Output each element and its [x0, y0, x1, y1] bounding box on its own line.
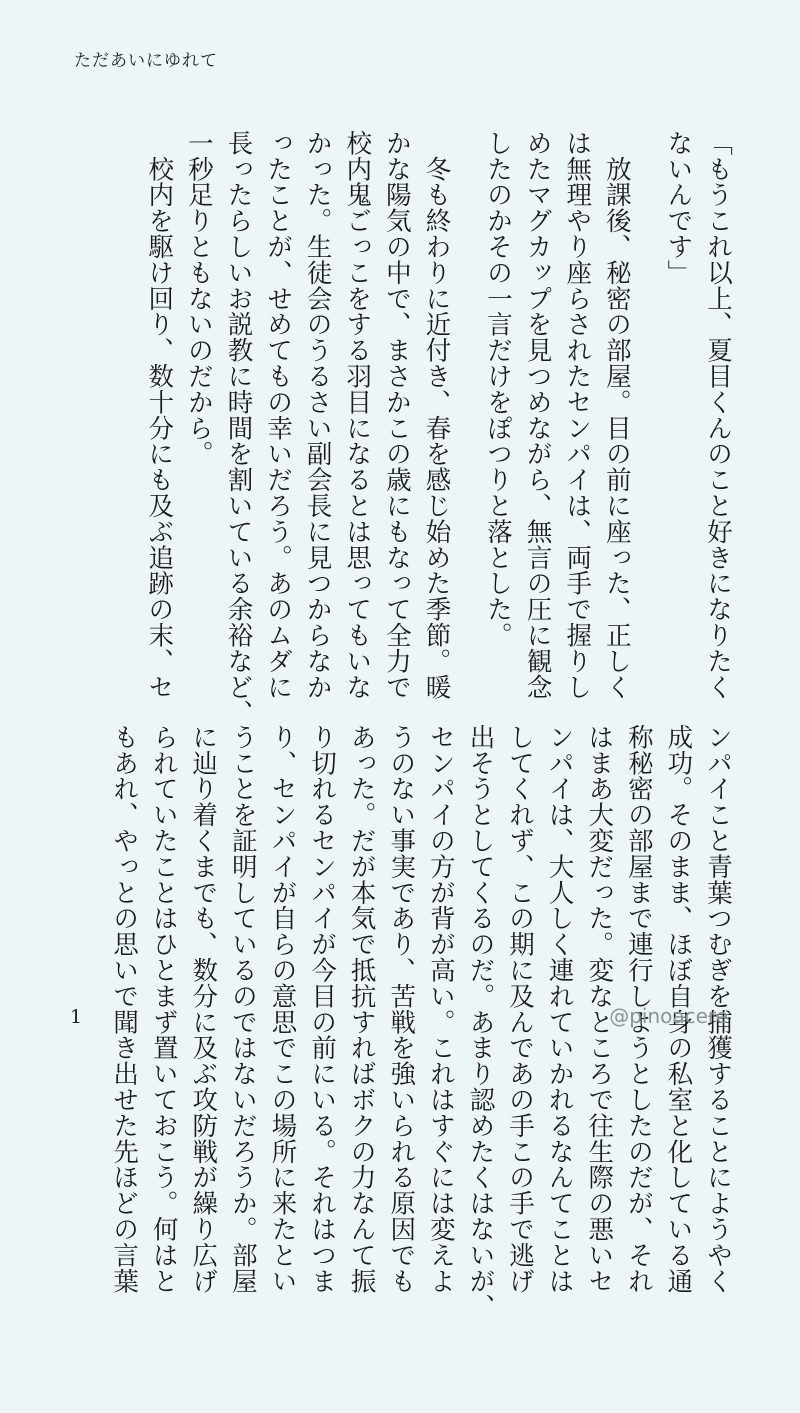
text-column: られていたことはひとまず置いておこう。何はと: [148, 724, 179, 1294]
text-column: めたマグカップを見つめながら、無言の圧に観念: [522, 130, 553, 700]
text-column: はまあ大変だった。変なところで往生際の悪いセ: [584, 724, 615, 1294]
text-column: かな陽気の中で、まさかこの歳にもなって全力で: [381, 130, 412, 700]
text-block-top: [139, 130, 737, 726]
page-number: 1: [70, 1006, 83, 1028]
text-column: 「もうこれ以上、夏目くんのこと好きになりたく: [703, 130, 733, 700]
paragraph-gap: [636, 130, 658, 690]
text-column: に辿り着くまでも、数分に及ぶ攻防戦が繰り広げ: [188, 724, 219, 1294]
text-column: 校内鬼ごっこをする羽目になるとは思ってもいな: [342, 130, 373, 700]
text-column: 成功。そのまま、ほぼ自身の私室と化している通: [663, 724, 694, 1294]
text-column: り、センパイが自らの意思でこの場所に来たとい: [267, 724, 298, 1294]
text-column: 一秒足りともないのだから。: [183, 130, 214, 467]
text-column: もあれ、やっとの思いで聞き出せた先ほどの言葉: [109, 724, 140, 1294]
text-column: 放課後、秘密の部屋。目の前に座った、正しく: [601, 130, 632, 700]
text-column: ないんです」: [663, 130, 694, 286]
text-column: 称秘密の部屋まで連行しようとしたのだが、それ: [623, 724, 654, 1294]
text-column: センパイの方が背が高い。これはすぐには変えよ: [425, 724, 456, 1294]
text-column: り切れるセンパイが今目の前にいる。それはつま: [307, 724, 338, 1294]
author-handle: @pinoacere: [609, 1004, 728, 1028]
text-column: 冬も終わりに近付き、春を感じ始めた季節。暖: [421, 130, 452, 700]
text-column: 校内を駆け回り、数十分にも及ぶ追跡の末、セ: [144, 130, 175, 700]
text-column: うことを証明しているのではないだろうか。部屋: [227, 724, 258, 1294]
text-column: 長ったらしいお説教に時間を割いている余裕など、: [223, 130, 254, 726]
paragraph-gap: [455, 130, 477, 690]
text-column: したのかその一言だけをぽつりと落とした。: [483, 130, 514, 648]
text-column: してくれず、この期に及んであの手この手で逃げ: [505, 724, 536, 1294]
text-column: 出そうとしてくるのだ。あまり認めたくはないが、: [465, 724, 496, 1320]
page-title: ただあいにゆれて: [74, 51, 218, 71]
text-column: ンパイこと青葉つむぎを捕獲することにようやく: [703, 724, 733, 1294]
text-column: ったことが、せめてもの幸いだろう。あのムダに: [263, 130, 294, 700]
text-column: かった。生徒会のうるさい副会長に見つからなか: [302, 130, 333, 700]
text-column: うのない事実であり、苦戦を強いられる原因でも: [386, 724, 417, 1294]
text-column: は無理やり座らされたセンパイは、両手で握りし: [562, 130, 593, 700]
text-column: ンパイは、大人しく連れていかれるなんてことは: [544, 724, 575, 1294]
text-column: あった。だが本気で抵抗すればボクの力なんて振: [346, 724, 377, 1294]
